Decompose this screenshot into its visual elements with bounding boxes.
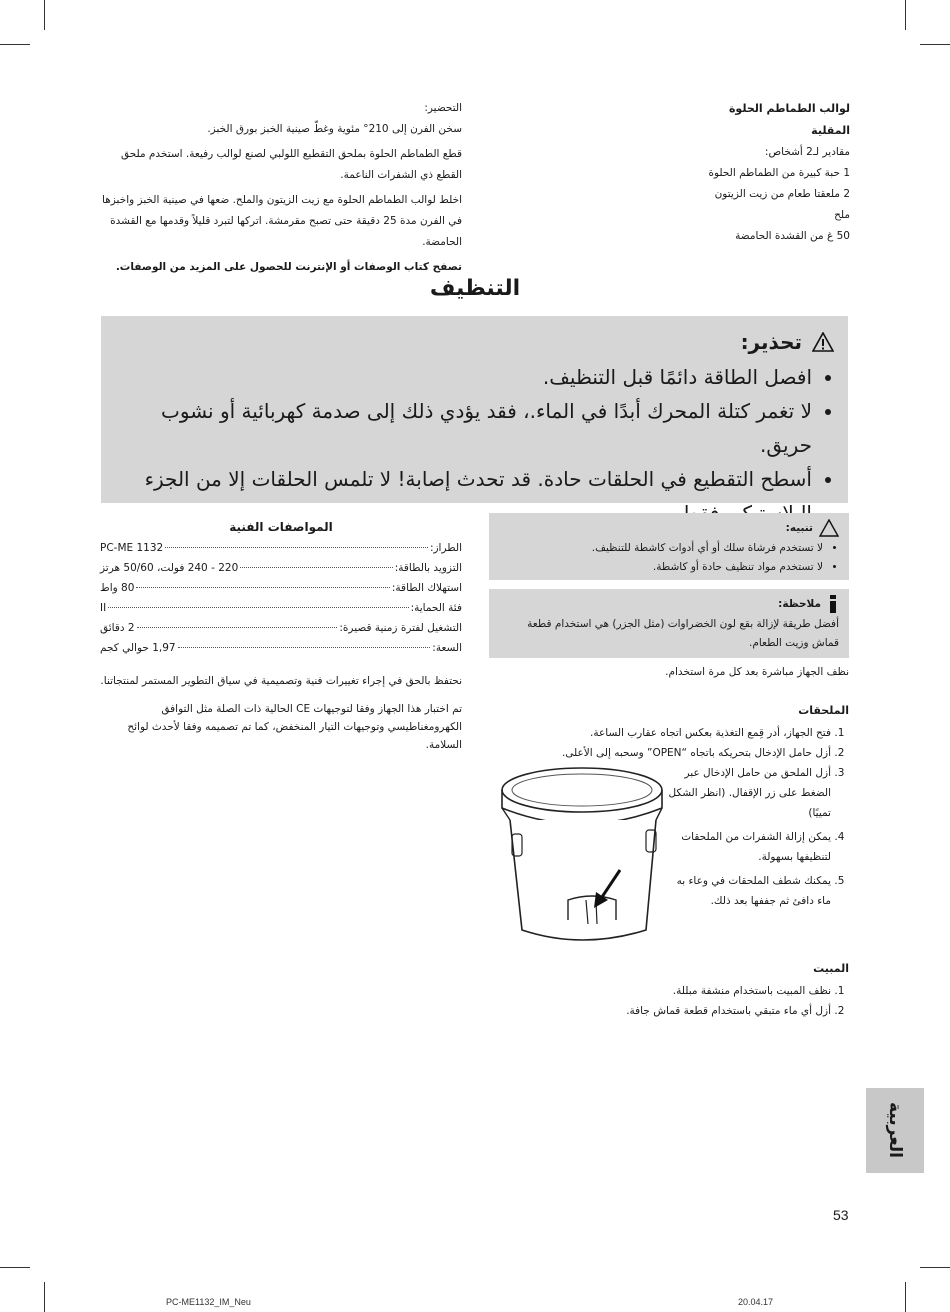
prep-step: قطع الطماطم الحلوة بملحق التقطيع اللولبي لصنع لوالب رفيعة. استخدم ملحق القطع ذي الشفرات الناعمة. (120, 148, 462, 181)
prep-step: سخن الفرن إلى 210° مئوية وغطّ صينية الخبز بورق الخبز. (207, 123, 462, 135)
attachments-steps (489, 723, 849, 763)
crop-mark (920, 44, 950, 45)
spec-label: التشغيل لفترة زمنية قصيرة: (339, 622, 462, 634)
crop-mark (44, 1282, 45, 1312)
prep-step: اخلط لوالب الطماطم الحلوة مع زيت الزيتون والملح. ضعها في صينية الخبز واخبزها في الفرن مدة 25 دقيقة حتى تصبح مقرمشة. اتركها لتبرد قليلاً وقدمها مع القشدة الحامضة. (102, 194, 462, 248)
attachment-step: 4. يمكن إزالة الشفرات من الملحقات لتنظيفها بسهولة. (661, 827, 831, 867)
caution-item: • لا تستخدم مواد تنظيف حادة أو كاشطة. (499, 558, 823, 577)
crop-mark (920, 1267, 950, 1268)
attachment-step: 1. فتح الجهاز، أدر قِمع التغذية بعكس اتجاه عقارب الساعة. (489, 723, 831, 743)
warning-list (115, 360, 834, 530)
base-steps (489, 981, 849, 1021)
ingredient-item: 1 حبة كبيرة من الطماطم الحلوة (708, 167, 850, 179)
footer-date: 20.04.17 (738, 1297, 774, 1307)
note-label: ملاحظة: (778, 598, 821, 610)
insert-holder-illustration (496, 760, 676, 942)
language-tab (866, 1088, 924, 1173)
warning-item: • لا تغمر كتلة المحرك أبدًا في الماء.، فقد يؤدي ذلك إلى صدمة كهربائية أو نشوب حريق. (115, 394, 812, 462)
crop-mark (905, 0, 906, 30)
spec-row (100, 582, 462, 602)
ingredient-item: ملح (834, 209, 850, 221)
attachments-heading: الملحقات (798, 704, 849, 717)
crop-mark (905, 1282, 906, 1312)
recipe-preparation (100, 98, 462, 282)
note-text: أفضل طريقة لإزالة بقع لون الخضراوات (مثل الجزر) هي استخدام قطعة قماش وزيت الطعام. (527, 618, 839, 649)
recipe-tip: تصفح كتاب الوصفات أو الإنترنت للحصول على المزيد من الوصفات. (115, 261, 462, 273)
crop-mark (0, 1267, 30, 1268)
specs-title: المواصفات الفنية (229, 520, 333, 534)
specs-note: تم اختبار هذا الجهاز وفقا لتوجيهات CE الحالية ذات الصلة مثل التوافق الكهرومغناطيسي وتوجيهات التيار المنخفض، كما تم تصميمه وفقا لأحدث لوائح السلامة. (127, 703, 462, 751)
spec-label: الطراز: (429, 542, 462, 554)
warning-box (101, 316, 848, 503)
warning-header (115, 324, 834, 360)
warning-item: • افصل الطاقة دائمًا قبل التنظيف. (115, 360, 812, 394)
base-section (489, 962, 849, 1021)
note-box (489, 589, 849, 658)
caution-header (499, 519, 839, 537)
specs-note: نحتفظ بالحق في إجراء تغييرات فنية وتصميمية في سياق التطوير المستمر لمنتجاتنا. (100, 675, 462, 687)
warning-triangle-icon (812, 332, 834, 352)
attachment-step: 3. أزل الملحق من حامل الإدخال عبر الضغط على زر الإقفال. (انظر الشكل تمييًا) (661, 763, 831, 823)
prep-heading: التحضير: (424, 102, 462, 114)
caution-list (499, 539, 839, 577)
caution-triangle-icon (819, 519, 839, 537)
note-header (499, 595, 839, 613)
caution-item: • لا تستخدم فرشاة سلك أو أي أدوات كاشطة للتنظيف. (499, 539, 823, 558)
technical-specs (100, 520, 462, 754)
spec-label: استهلاك الطاقة: (391, 582, 462, 594)
spec-row (100, 562, 462, 582)
spec-row (100, 542, 462, 562)
ingredient-item: 50 غ من القشدة الحامضة (735, 230, 850, 242)
spec-row (100, 622, 462, 642)
page-number: 53 (833, 1207, 849, 1223)
spec-value: 220 - 240 فولت، 50/60 هرتز (100, 562, 239, 574)
caution-label: تنبيه: (785, 522, 813, 534)
spec-label: فئة الحماية: (410, 602, 462, 614)
spec-row (100, 642, 462, 662)
spec-value: II (100, 602, 107, 614)
crop-mark (0, 44, 30, 45)
after-use-text: نظف الجهاز مباشرة بعد كل مرة استخدام. (665, 666, 849, 678)
base-step: 1. نظف المبيت باستخدام منشفة مبللة. (489, 981, 831, 1001)
section-title: التنظيف (429, 276, 521, 301)
spec-value: 2 دقائق (100, 622, 135, 634)
info-icon (827, 595, 839, 613)
ingredient-item: 2 ملعقتا طعام من زيت الزيتون (714, 188, 850, 200)
warning-item: • أسطح التقطيع في الحلقات حادة. قد تحدث إصابة! لا تلمس الحلقات إلا من الجزء (115, 462, 812, 530)
base-step: 2. أزل أي ماء متبقي باستخدام قطعة قماش جافة. (489, 1001, 831, 1021)
base-heading: المبيت (813, 962, 849, 975)
warning-label: تحذير: (740, 330, 802, 354)
ingredients-heading: مقادير لـ2 أشخاص: (764, 146, 850, 158)
attachment-step: 2. أزل حامل الإدخال بتحريكه باتجاه “OPEN” وسحبه إلى الأعلى. (489, 743, 831, 763)
spec-label: التزويد بالطاقة: (394, 562, 462, 574)
spec-row (100, 602, 462, 622)
caution-box (489, 513, 849, 580)
spec-label: السعة: (432, 642, 462, 654)
crop-mark (44, 0, 45, 30)
spec-value: 1,97 حوالي كجم (100, 642, 176, 654)
footer-file-name: PC-ME1132_IM_Neu (166, 1297, 251, 1307)
spec-value: 80 واط (100, 582, 135, 594)
recipe-ingredients (700, 98, 850, 247)
recipe-title: لوالب الطماطم الحلوة المقلية (728, 102, 850, 137)
attachment-step: 5. يمكنك شطف الملحقات في وعاء به ماء دافئ ثم جففها بعد ذلك. (661, 871, 831, 911)
language-tab-label: العربية (885, 1102, 905, 1159)
spec-value: PC-ME 1132 (100, 542, 164, 554)
